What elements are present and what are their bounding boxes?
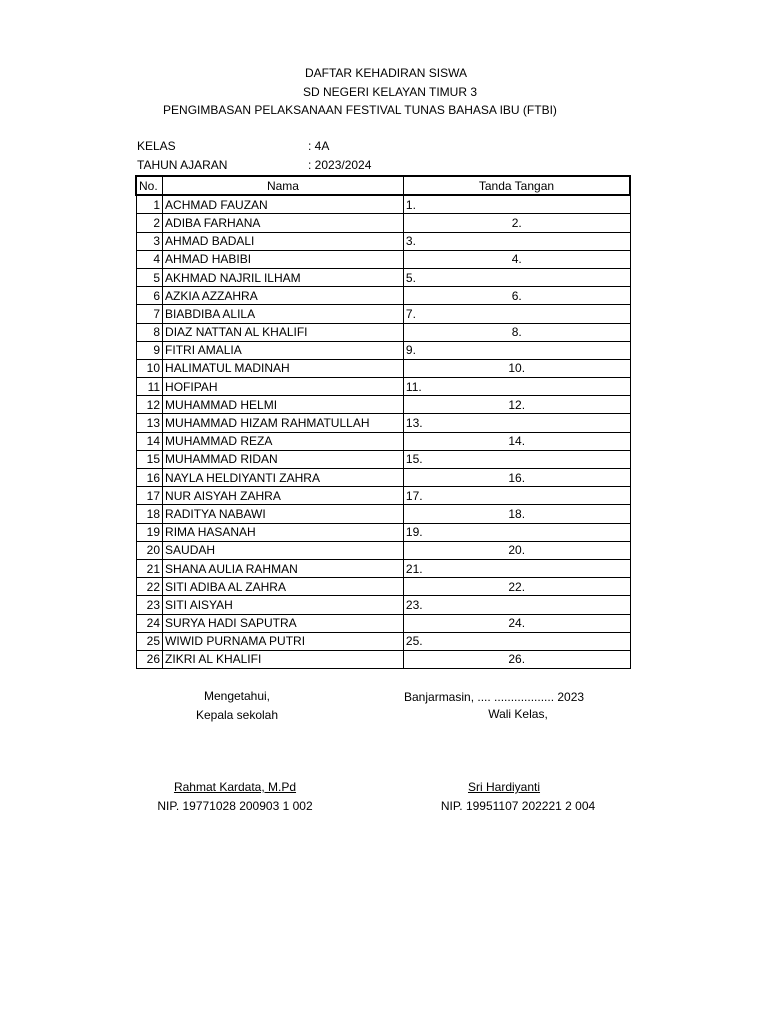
table-row: [136, 323, 630, 341]
table-row: [136, 632, 630, 650]
student-name: NAYLA HELDIYANTI ZAHRA: [163, 469, 404, 487]
signature-cell: 12.: [403, 396, 630, 414]
row-number: 9: [136, 341, 163, 359]
student-name: ADIBA FARHANA: [163, 214, 404, 232]
acknowledged-label: Mengetahui,: [203, 689, 271, 703]
table-row: [136, 469, 630, 487]
table-row: [136, 450, 630, 468]
row-number: 1: [136, 195, 163, 214]
homeroom-title: Wali Kelas,: [488, 707, 548, 721]
table-row: [136, 559, 630, 577]
school-year-value: : 2023/2024: [308, 158, 372, 172]
header-name: Nama: [163, 176, 404, 195]
student-name: FITRI AMALIA: [163, 341, 404, 359]
signature-cell: 19.: [403, 523, 630, 541]
row-number: 21: [136, 559, 163, 577]
signature-cell: 15.: [403, 450, 630, 468]
signature-cell: 18.: [403, 505, 630, 523]
student-name: NUR AISYAH ZAHRA: [163, 487, 404, 505]
student-name: DIAZ NATTAN AL KHALIFI: [163, 323, 404, 341]
row-number: 3: [136, 232, 163, 250]
table-row: [136, 195, 630, 214]
row-number: 17: [136, 487, 163, 505]
table-row: [136, 523, 630, 541]
signature-cell: 6.: [403, 287, 630, 305]
signature-cell: 13.: [403, 414, 630, 432]
student-name: MUHAMMAD HIZAM RAHMATULLAH: [163, 414, 404, 432]
signature-cell: 9.: [403, 341, 630, 359]
student-name: RIMA HASANAH: [163, 523, 404, 541]
signature-cell: 22.: [403, 578, 630, 596]
row-number: 10: [136, 359, 163, 377]
table-row: [136, 250, 630, 268]
student-name: SITI AISYAH: [163, 596, 404, 614]
student-name: ZIKRI AL KHALIFI: [163, 650, 404, 668]
signature-cell: 23.: [403, 596, 630, 614]
student-name: WIWID PURNAMA PUTRI: [163, 632, 404, 650]
table-row: [136, 341, 630, 359]
school-year-label: TAHUN AJARAN: [137, 158, 228, 172]
row-number: 13: [136, 414, 163, 432]
principal-nip: NIP. 19771028 200903 1 002: [157, 799, 313, 813]
student-name: MUHAMMAD REZA: [163, 432, 404, 450]
table-row: [136, 305, 630, 323]
table-row: [136, 214, 630, 232]
row-number: 11: [136, 378, 163, 396]
class-label: KELAS: [137, 139, 176, 153]
student-name: AHMAD HABIBI: [163, 250, 404, 268]
row-number: 26: [136, 650, 163, 668]
table-row: [136, 541, 630, 559]
table-row: [136, 396, 630, 414]
attendance-rows: [136, 195, 630, 668]
student-name: RADITYA NABAWI: [163, 505, 404, 523]
signature-cell: 3.: [403, 232, 630, 250]
table-row: [136, 596, 630, 614]
table-row: [136, 614, 630, 632]
attendance-table: [135, 175, 631, 669]
student-name: MUHAMMAD HELMI: [163, 396, 404, 414]
row-number: 16: [136, 469, 163, 487]
signature-cell: 17.: [403, 487, 630, 505]
row-number: 5: [136, 268, 163, 286]
table-row: [136, 505, 630, 523]
principal-name: Rahmat Kardata, M.Pd: [173, 780, 297, 794]
student-name: SAUDAH: [163, 541, 404, 559]
row-number: 23: [136, 596, 163, 614]
signature-cell: 7.: [403, 305, 630, 323]
signature-cell: 1.: [403, 195, 630, 214]
row-number: 7: [136, 305, 163, 323]
student-name: ACHMAD FAUZAN: [163, 195, 404, 214]
row-number: 8: [136, 323, 163, 341]
student-name: HOFIPAH: [163, 378, 404, 396]
signature-cell: 16.: [403, 469, 630, 487]
student-name: AHMAD BADALI: [163, 232, 404, 250]
row-number: 14: [136, 432, 163, 450]
signature-cell: 20.: [403, 541, 630, 559]
student-name: AKHMAD NAJRIL ILHAM: [163, 268, 404, 286]
table-row: [136, 287, 630, 305]
table-row: [136, 414, 630, 432]
homeroom-teacher-name: Sri Hardiyanti: [467, 780, 541, 794]
signature-cell: 14.: [403, 432, 630, 450]
row-number: 22: [136, 578, 163, 596]
table-row: [136, 268, 630, 286]
student-name: MUHAMMAD RIDAN: [163, 450, 404, 468]
signature-cell: 11.: [403, 378, 630, 396]
student-name: SHANA AULIA RAHMAN: [163, 559, 404, 577]
row-number: 20: [136, 541, 163, 559]
event-name: PENGIMBASAN PELAKSANAAN FESTIVAL TUNAS BAHASA IBU (FTBI): [163, 103, 557, 117]
row-number: 15: [136, 450, 163, 468]
student-name: BIABDIBA ALILA: [163, 305, 404, 323]
student-name: SURYA HADI SAPUTRA: [163, 614, 404, 632]
signature-cell: 25.: [403, 632, 630, 650]
signature-cell: 21.: [403, 559, 630, 577]
signature-cell: 8.: [403, 323, 630, 341]
class-value: : 4A: [308, 139, 330, 153]
row-number: 24: [136, 614, 163, 632]
homeroom-teacher-nip: NIP. 19951107 202221 2 004: [440, 799, 596, 813]
student-name: SITI ADIBA AL ZAHRA: [163, 578, 404, 596]
signature-cell: 24.: [403, 614, 630, 632]
signature-cell: 2.: [403, 214, 630, 232]
table-row: [136, 432, 630, 450]
table-row: [136, 650, 630, 668]
row-number: 4: [136, 250, 163, 268]
row-number: 12: [136, 396, 163, 414]
school-name: SD NEGERI KELAYAN TIMUR 3: [302, 85, 478, 99]
row-number: 18: [136, 505, 163, 523]
table-row: [136, 378, 630, 396]
table-row: [136, 359, 630, 377]
row-number: 25: [136, 632, 163, 650]
document-title: DAFTAR KEHADIRAN SISWA: [304, 66, 468, 80]
row-number: 19: [136, 523, 163, 541]
signature-cell: 26.: [403, 650, 630, 668]
principal-title: Kepala sekolah: [195, 708, 279, 722]
header-signature: Tanda Tangan: [403, 176, 630, 195]
row-number: 2: [136, 214, 163, 232]
header-no: No.: [136, 176, 163, 195]
table-row: [136, 578, 630, 596]
table-header-row: [136, 176, 630, 195]
signature-cell: 5.: [403, 268, 630, 286]
table-row: [136, 487, 630, 505]
student-name: HALIMATUL MADINAH: [163, 359, 404, 377]
signature-cell: 4.: [403, 250, 630, 268]
table-row: [136, 232, 630, 250]
signature-cell: 10.: [403, 359, 630, 377]
student-name: AZKIA AZZAHRA: [163, 287, 404, 305]
row-number: 6: [136, 287, 163, 305]
place-date: Banjarmasin, .... .................. 2023: [404, 690, 585, 704]
